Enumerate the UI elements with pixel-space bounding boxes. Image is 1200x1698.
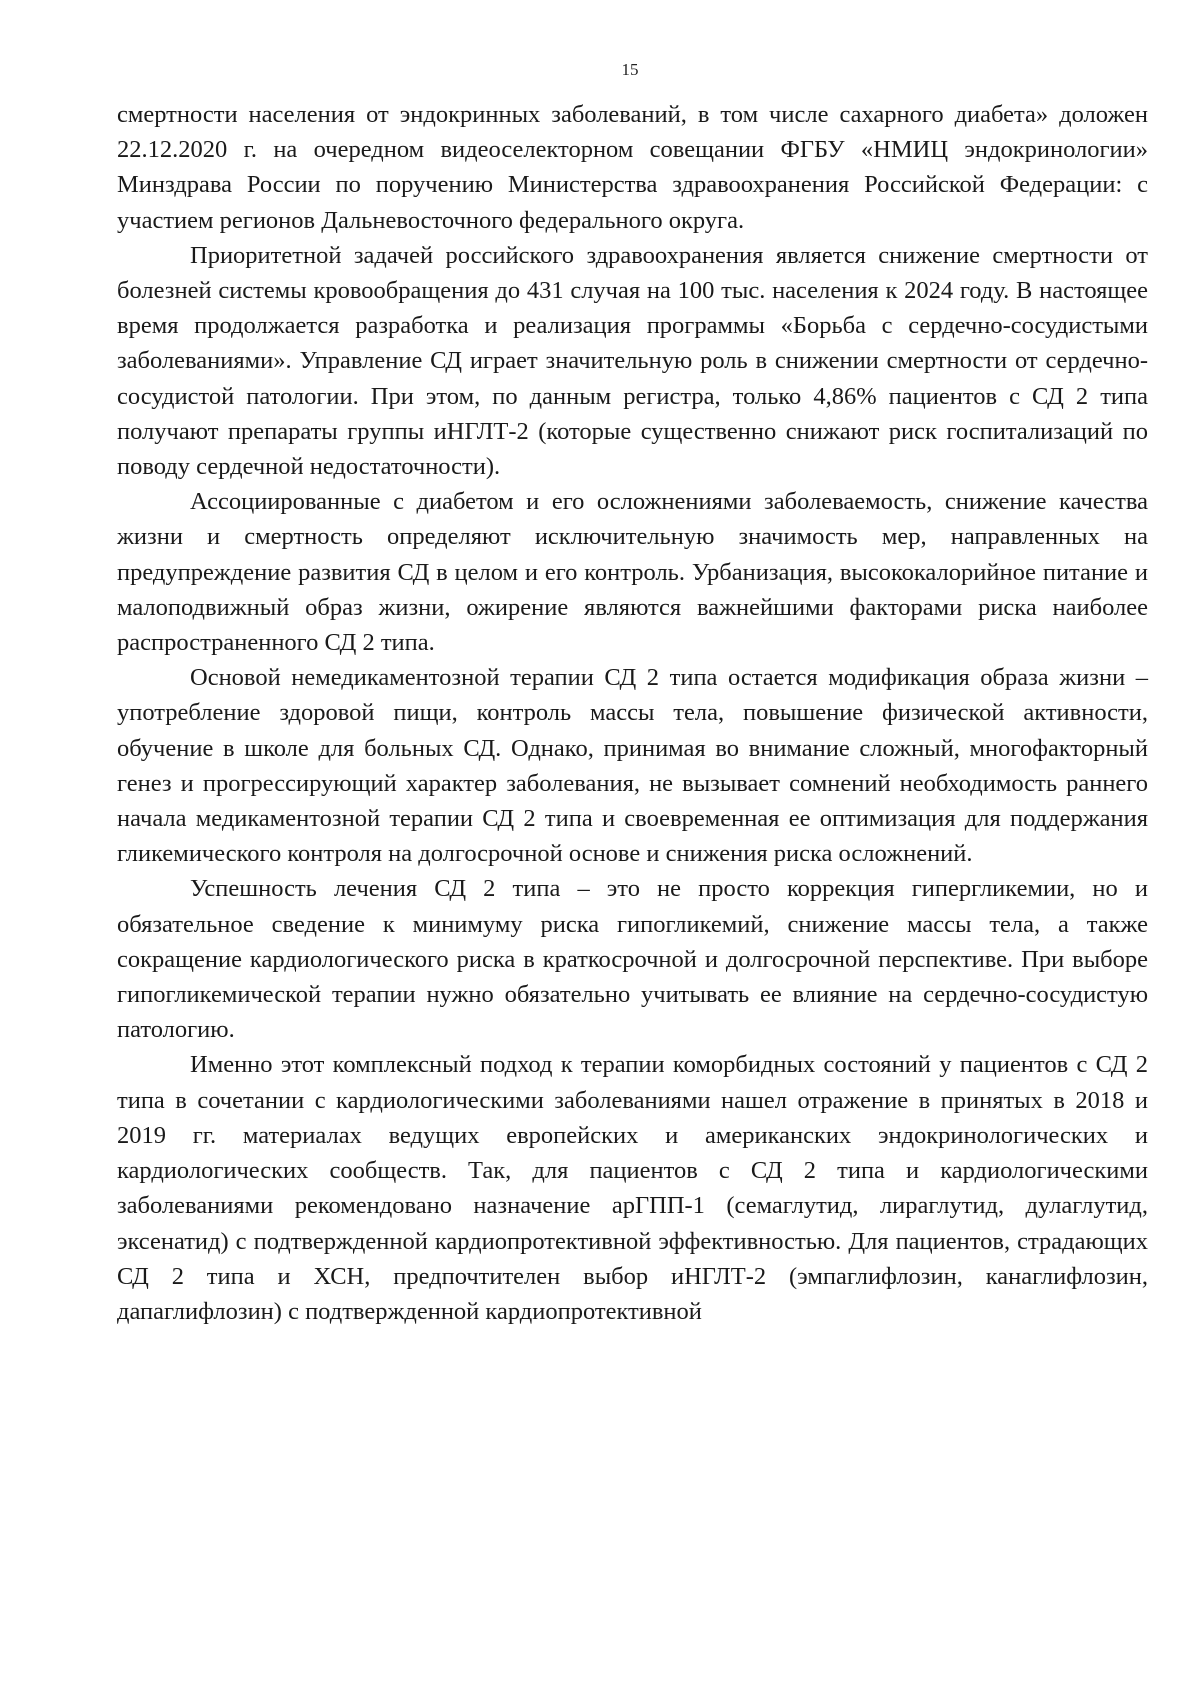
paragraph-4: Основой немедикаментозной терапии СД 2 типа остается модификация образа жизни – употребление здоровой пищи, контроль массы тела, повышение физической активности, обучение в школе для больных СД. Однако, принимая во внимание сложный, многофакторный генез и прогрессирующий характер заболевания, не вызывает сомнений необходимость раннего начала медикаментозной терапии СД 2 типа и своевременная ее оптимизация для поддержания гликемического контроля на долгосрочной основе и снижения риска осложнений. (117, 664, 1148, 868)
paragraph-1: смертности населения от эндокринных заболеваний, в том числе сахарного диабета» доложен 22.12.2020 г. на очередном видеоселекторном совещании ФГБУ «НМИЦ эндокринологии» Минздрава России по поручению Министерства здравоохранения Российской Федерации: с участием регионов Дальневосточного федерального округа. (117, 101, 1148, 234)
body-text (117, 97, 1148, 1329)
paragraph-2: Приоритетной задачей российского здравоохранения является снижение смертности от болезней системы кровообращения до 431 случая на 100 тыс. населения к 2024 году. В настоящее время продолжается разработка и реализация программы «Борьба с сердечно-сосудистыми заболеваниями». Управление СД играет значительную роль в снижении смертности от сердечно-сосудистой патологии. При этом, по данным регистра, только 4,86% пациентов с СД 2 типа получают препараты группы иНГЛТ-2 (которые существенно снижают риск госпитализаций по поводу сердечной недостаточности). (117, 241, 1148, 481)
paragraph-5: Успешность лечения СД 2 типа – это не просто коррекция гипергликемии, но и обязательное сведение к минимуму риска гипогликемий, снижение массы тела, а также сокращение кардиологического риска в краткосрочной и долгосрочной перспективе. При выборе гипогликемической терапии нужно обязательно учитывать ее влияние на сердечно-сосудистую патологию. (117, 875, 1148, 1044)
paragraph-3: Ассоциированные с диабетом и его осложнениями заболеваемость, снижение качества жизни и смертность определяют исключительную значимость мер, направленных на предупреждение развития СД в целом и его контроль. Урбанизация, высококалорийное питание и малоподвижный образ жизни, ожирение являются важнейшими факторами риска наиболее распространенного СД 2 типа. (117, 488, 1148, 657)
page-number: 15 (621, 60, 639, 79)
paragraph-6: Именно этот комплексный подход к терапии коморбидных состояний у пациентов с СД 2 типа в сочетании с кардиологическими заболеваниями нашел отражение в принятых в 2018 и 2019 гг. материалах ведущих европейских и американских эндокринологических и кардиологических сообществ. Так, для пациентов с СД 2 типа и кардиологическими заболеваниями рекомендовано назначение арГПП-1 (семаглутид, лираглутид, дулаглутид, эксенатид) с подтвержденной кардиопротективной эффективностью. Для пациентов, страдающих СД 2 типа и ХСН, предпочтителен выбор иНГЛТ-2 (эмпаглифлозин, канаглифлозин, дапаглифлозин) с подтвержденной кардиопротективной (117, 1051, 1148, 1325)
